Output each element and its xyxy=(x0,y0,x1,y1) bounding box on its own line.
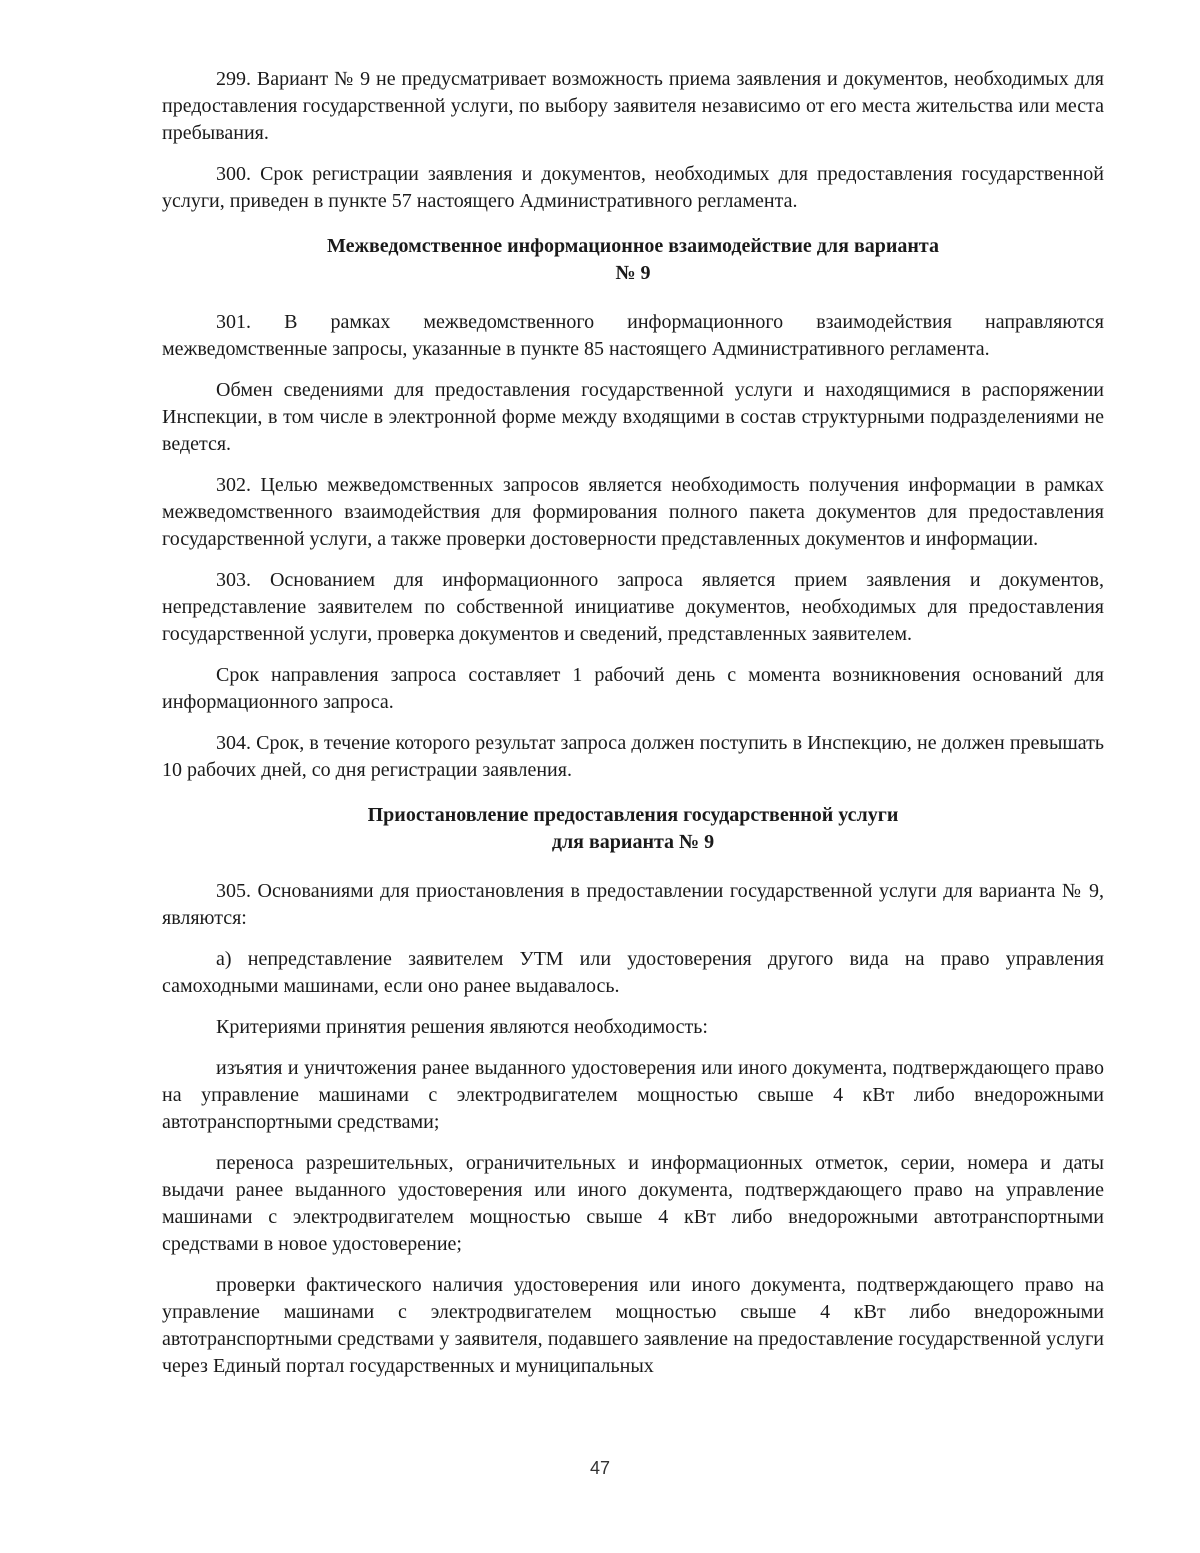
paragraph-exchange: Обмен сведениями для предоставления государственной услуги и находящимися в распоряжении Инспекции, в том числе в электронной форме между входящими в состав структурными подразделениями не ведется. xyxy=(162,379,1104,455)
paragraph-criteria-withdrawal: изъятия и уничтожения ранее выданного удостоверения или иного документа, подтверждающего право на управление машинами с электродвигателем мощностью свыше 4 кВт либо внедорожными автотранспортными средствами; xyxy=(162,1057,1104,1133)
section-heading-line: № 9 xyxy=(615,262,651,284)
paragraph-305: 305. Основаниями для приостановления в предоставлении государственной услуги для варианта № 9, являются: xyxy=(162,880,1104,929)
paragraph-request-term: Срок направления запроса составляет 1 рабочий день с момента возникновения оснований для информационного запроса. xyxy=(162,664,1104,713)
section-heading-suspension xyxy=(162,802,1104,856)
section-heading-line: для варианта № 9 xyxy=(551,831,715,853)
paragraph-criteria-transfer: переноса разрешительных, ограничительных и информационных отметок, серии, номера и даты выдачи ранее выданного удостоверения или иного документа, подтверждающего право на управление машинами с электродвигателем мощностью свыше 4 кВт либо внедорожными автотранспортными средствами в новое удостоверение; xyxy=(162,1152,1104,1255)
section-heading-line: Приостановление предоставления государственной услуги xyxy=(367,804,899,826)
paragraph-criteria: Критериями принятия решения являются необходимость: xyxy=(216,1016,708,1038)
paragraph-300: 300. Срок регистрации заявления и документов, необходимых для предоставления государственной услуги, приведен в пункте 57 настоящего Административного регламента. xyxy=(162,163,1104,212)
paragraph-301: 301. В рамках межведомственного информационного взаимодействия направляются межведомственные запросы, указанные в пункте 85 настоящего Административного регламента. xyxy=(162,311,1104,360)
paragraph-303: 303. Основанием для информационного запроса является прием заявления и документов, непредставление заявителем по собственной инициативе документов, необходимых для предоставления государственной услуги, проверка документов и сведений, представленных заявителем. xyxy=(162,569,1104,645)
paragraph-criteria-verification: проверки фактического наличия удостоверения или иного документа, подтверждающего право на управление машинами с электродвигателем мощностью свыше 4 кВт либо внедорожными автотранспортными средствами у заявителя, подавшего заявление на предоставление государственной услуги через Единый портал государственных и муниципальных xyxy=(162,1274,1104,1377)
section-heading-interagency xyxy=(162,233,1104,287)
page-number: 47 xyxy=(589,1458,611,1478)
section-heading-line: Межведомственное информационное взаимодействие для варианта xyxy=(327,235,939,257)
paragraph-305-a: а) непредставление заявителем УТМ или удостоверения другого вида на право управления самоходными машинами, если оно ранее выдавалось. xyxy=(162,948,1104,997)
paragraph-299: 299. Вариант № 9 не предусматривает возможность приема заявления и документов, необходимых для предоставления государственной услуги, по выбору заявителя независимо от его места жительства или места пребывания. xyxy=(162,68,1104,144)
paragraph-304: 304. Срок, в течение которого результат запроса должен поступить в Инспекцию, не должен превышать 10 рабочих дней, со дня регистрации заявления. xyxy=(162,732,1104,781)
document-page xyxy=(162,66,1104,1394)
paragraph-302: 302. Целью межведомственных запросов является необходимость получения информации в рамках межведомственного взаимодействия для формирования полного пакета документов для предоставления государственной услуги, а также проверки достоверности представленных документов и информации. xyxy=(162,474,1104,550)
